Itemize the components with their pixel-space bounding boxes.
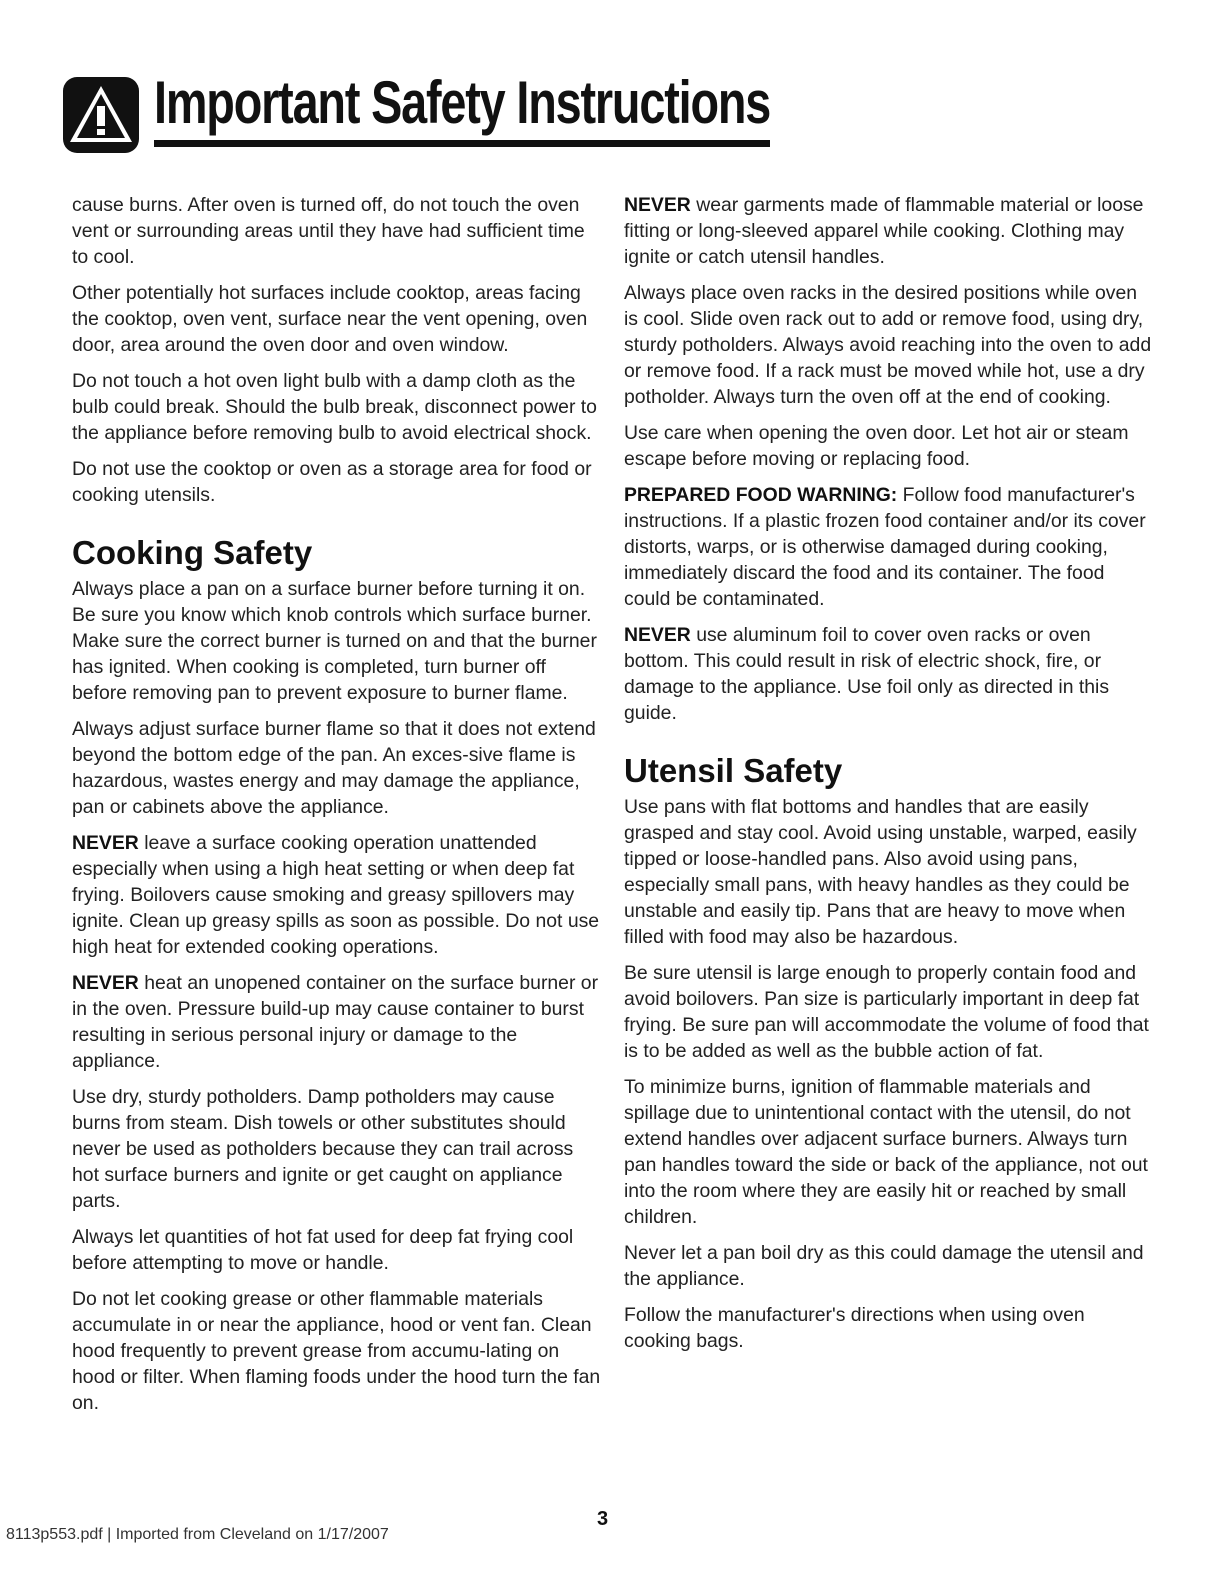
title-underline bbox=[154, 140, 770, 147]
never-label: NEVER bbox=[72, 832, 139, 854]
paragraph: Be sure utensil is large enough to properly contain food and avoid boilovers. Pan size is particularly important in deep fat frying. Be sure pan will accommodate the volume of food that is to be added as well as the bubble action of fat. bbox=[624, 962, 1149, 1062]
warning-triangle-icon bbox=[62, 76, 140, 154]
paragraph: Always adjust surface burner flame so that it does not extend beyond the bottom edge of the pan. An exces-sive flame is hazardous, wastes energy and may damage the appliance, pan or cabinets above the appliance. bbox=[72, 718, 596, 818]
right-column bbox=[624, 192, 1154, 1364]
paragraph: Use dry, sturdy potholders. Damp potholders may cause burns from steam. Dish towels or other substitutes should never be used as potholders because they can trail across hot surface burners and ignite or get caught on appliance parts. bbox=[72, 1086, 574, 1212]
prepared-food-warning-label: PREPARED FOOD WARNING: bbox=[624, 484, 898, 506]
left-column bbox=[72, 192, 602, 1426]
never-label: NEVER bbox=[624, 194, 691, 216]
paragraph: Do not let cooking grease or other flammable materials accumulate in or near the appliance, hood or vent fan. Clean hood frequently to prevent grease from accumu-lating on hood or filter. When flaming foods under the hood turn the fan on. bbox=[72, 1288, 601, 1414]
paragraph-text: heat an unopened container on the surface burner or in the oven. Pressure build-up may cause container to burst resulting in serious personal injury or damage to the appliance. bbox=[72, 972, 599, 1072]
page-header bbox=[62, 68, 772, 158]
page-title: Important Safety Instructions bbox=[154, 69, 771, 136]
paragraph: Use pans with flat bottoms and handles that are easily grasped and stay cool. Avoid using unstable, warped, easily tipped or loose-handled pans. Also avoid using pans, especially small pans, with heavy handles as they could be unstable and easily tip. Pans that are heavy to move when filled with food may also be hazardous. bbox=[624, 796, 1137, 948]
never-label: NEVER bbox=[624, 624, 691, 646]
paragraph-text: wear garments made of flammable material or loose fitting or long-sleeved apparel while cooking. Clothing may ignite or catch utensil handles. bbox=[624, 194, 1144, 268]
paragraph-text: leave a surface cooking operation unattended especially when using a high heat setting or when deep fat frying. Boilovers cause smoking and greasy spillovers may ignite. Clean up greasy spills as soon as possible. Do not use high heat for extended cooking operations. bbox=[72, 832, 600, 958]
paragraph: Do not use the cooktop or oven as a storage area for food or cooking utensils. bbox=[72, 458, 592, 506]
paragraph-text: Follow food manufacturer's instructions. If a plastic frozen food container and/or its cover distorts, warps, or is otherwise damaged during cooking, immediately discard the food and its container. The food could be contaminated. bbox=[624, 484, 1146, 610]
paragraph: Do not touch a hot oven light bulb with a damp cloth as the bulb could break. Should the bulb break, disconnect power to the appliance before removing bulb to avoid electrical shock. bbox=[72, 370, 597, 444]
paragraph bbox=[72, 970, 602, 1074]
paragraph: To minimize burns, ignition of flammable materials and spillage due to unintentional contact with the utensil, do not extend handles over adjacent surface burners. Always turn pan handles toward the side or back of the appliance, not out into the room where they are easily hit or reached by small children. bbox=[624, 1076, 1148, 1228]
paragraph-text: use aluminum foil to cover oven racks or oven bottom. This could result in risk of electric shock, fire, or damage to the appliance. Use foil only as directed in this guide. bbox=[624, 624, 1110, 724]
never-label: NEVER bbox=[72, 972, 139, 994]
paragraph bbox=[72, 830, 602, 960]
paragraph: cause burns. After oven is turned off, do not touch the oven vent or surrounding areas until they have had sufficient time to cool. bbox=[72, 194, 585, 268]
paragraph: Always let quantities of hot fat used for deep fat frying cool before attempting to move or handle. bbox=[72, 1226, 574, 1274]
section-heading-cooking-safety: Cooking Safety bbox=[72, 534, 313, 571]
paragraph: Always place oven racks in the desired positions while oven is cool. Slide oven rack out to add or remove food, using dry, sturdy potholders. Always avoid reaching into the oven to add or remove food. If a rack must be moved while hot, use a dry potholder. Always turn the oven off at the end of cooking. bbox=[624, 282, 1152, 408]
page-number: 3 bbox=[597, 1508, 609, 1530]
paragraph bbox=[624, 192, 1154, 270]
paragraph bbox=[624, 622, 1154, 726]
section-heading-utensil-safety: Utensil Safety bbox=[624, 752, 843, 789]
paragraph: Follow the manufacturer's directions when using oven cooking bags. bbox=[624, 1304, 1085, 1352]
paragraph: Other potentially hot surfaces include cooktop, areas facing the cooktop, oven vent, surface near the vent opening, oven door, area around the oven door and oven window. bbox=[72, 282, 588, 356]
paragraph bbox=[624, 482, 1154, 612]
paragraph: Always place a pan on a surface burner before turning it on. Be sure you know which knob controls which surface burner. Make sure the correct burner is turned on and that the burner has ignited. When cooking is completed, turn burner off before removing pan to prevent exposure to burner flame. bbox=[72, 578, 597, 704]
footer-import-note: 8113p553.pdf | Imported from Cleveland on 1/17/2007 bbox=[6, 1526, 389, 1543]
paragraph: Never let a pan boil dry as this could damage the utensil and the appliance. bbox=[624, 1242, 1144, 1290]
paragraph: Use care when opening the oven door. Let hot air or steam escape before moving or replacing food. bbox=[624, 422, 1129, 470]
